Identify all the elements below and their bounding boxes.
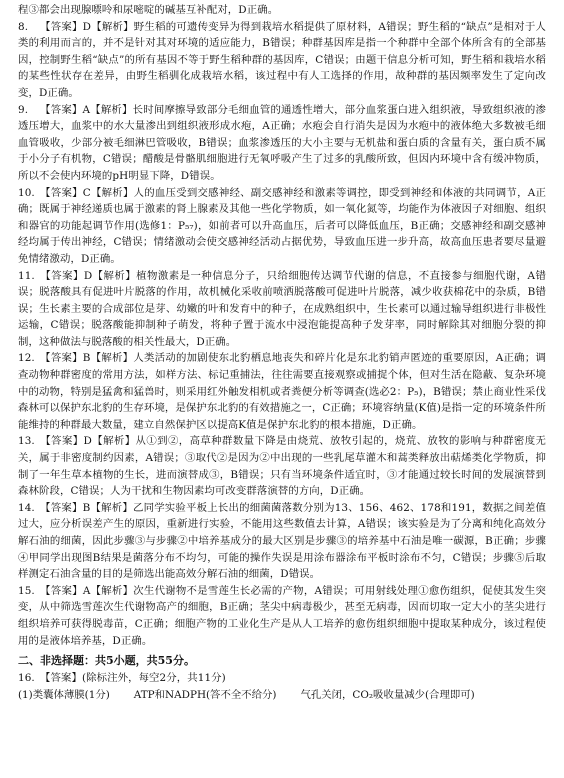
answer-item-10 xyxy=(18,185,546,268)
item-text: 【答案】(除标注外，每空2分，共11分) xyxy=(40,672,226,685)
lead-line: 程③都会出现腺嘌呤和尿嘧啶的碱基互补配对，D正确。 xyxy=(18,4,279,16)
answer-item-16 xyxy=(18,670,546,687)
item-number: 13. xyxy=(18,435,35,448)
item-number: 15. xyxy=(18,584,35,597)
item-number: 9. xyxy=(18,103,29,116)
answer-item-8 xyxy=(18,19,546,102)
answer-item-9 xyxy=(18,102,546,185)
item-number: 10. xyxy=(18,186,35,199)
answer-item-12 xyxy=(18,350,546,433)
item-text: 【答案】A【解析】次生代谢物不是雪莲生长必需的产物，A错误；可用射线处理①愈伤组织，促使其发生突变，从中筛选雪莲次生代谢物高产的细胞，B正确；茎尖中病毒极少，甚至无病毒，因而切取一定大小的茎尖进行组织培养可获得脱毒苗，C正确；细胞产物的工业化生产是从人工培养的愈伤组织细胞中提取某种成分，该过程使用的是液体培养基，D正确。 xyxy=(18,584,546,647)
item-number: 11. xyxy=(18,269,35,282)
answer-item-13 xyxy=(18,433,546,499)
answer-item-15 xyxy=(18,583,546,649)
answer-item-11 xyxy=(18,268,546,351)
item-text: 【答案】D【解析】野生稻的可遗传变异为得到栽培水稻提供了原材料，A错误；野生稻的“缺点”是相对于人类的利用而言的，并不是针对其对环境的适应能力，B错误；种群基因库是指一个种群中全部个体所含有的全部基因，控制野生稻“缺点”的所有基因不等于野生稻种群的基因库，C错误；由题干信息分析可知，野生稻和栽培水稻的某些性状存在差异，由野生稻驯化成栽培水稻，该过程中有人工选择的作用，故种群的基因频率发生了定向改变，D正确。 xyxy=(18,20,546,99)
answer-16-part2: ATP和NADPH(答不全不给分) xyxy=(133,688,277,701)
answer-16-part3: 气孔关闭，CO₂吸收量减少(合理即可) xyxy=(300,688,475,701)
item-number: 16. xyxy=(18,672,35,685)
item-number: 8. xyxy=(18,20,29,33)
answer-16-part1: (1)类囊体薄膜(1分) xyxy=(18,688,110,701)
answer-16-line xyxy=(18,687,546,704)
item-text: 【答案】A【解析】长时间摩擦导致部分毛细血管的通透性增大，部分血浆蛋白进入组织液，导致组织液的渗透压增大，血浆中的水大量渗出到组织液形成水疱，A正确；水疱会自行消失是因为水疱中的液体绝大多数被毛细血管吸收，少部分被毛细淋巴管吸收，B错误；血浆渗透压的大小主要与无机盐和蛋白质的含量有关，蛋白质不属于小分子有机物，C错误；醋酸是骨骼肌细胞进行无氧呼吸产生了过多的乳酸所致，但因内环境中含有缓冲物质，所以不会使内环境的pH明显下降，D错误。 xyxy=(18,103,546,182)
item-text: 【答案】B【解析】人类活动的加剧使东北豹栖息地丧失和碎片化是东北豹销声匿迹的重要原因，A正确；调查动物种群密度的常用方法，如样方法、标记重捕法，往往需要直接观察或捕捉个体，但对生活在隐蔽、复杂环境中的动物，特别是猛禽和猛兽时，则采用红外触发相机或者粪便分析等调查(选必2：P₅)，B错误；禁止商业性采伐森林可以保护东北豹的生存环境，是保护东北豹的有效措施之一，C正确；环境容纳量(K值)是指一定的环境条件所能维持的种群最大数量，建立自然保护区以提高K值是保护东北豹的根本措施，D正确。 xyxy=(18,352,546,431)
section-title: 二、非选择题：共5小题，共55分。 xyxy=(18,654,195,668)
item-text: 【答案】D【解析】植物激素是一种信息分子，只给细胞传达调节代谢的信息，不直接参与细胞代谢，A错误；脱落酸具有促进叶片脱落的作用，故机械化采收前喷洒脱落酸可促进叶片脱落，减少收获棉花中的杂质，B错误；生长素主要的合成部位是芽、幼嫩的叶和发育中的种子，在成熟组织中，生长素可以通过输导组织进行非极性运输，C错误；脱落酸能抑制种子萌发，将种子置于流水中浸泡能提高种子发芽率，同时解除其对细胞分裂的抑制，这种做法与脱落酸的相关性最大，D正确。 xyxy=(18,269,546,348)
item-number: 14. xyxy=(18,501,35,514)
item-text: 【答案】C【解析】人的血压受到交感神经、副交感神经和激素等调控，即受到神经和体液的共同调节，A正确；既属于神经递质也属于激素的肾上腺素及其他一些化学物质，如一氧化氮等，均能作为体液因子对细胞、组织和器官的功能起调节作用(选修1：P₅₇)，如前者可以升高血压，后者可以降低血压，B正确；交感神经和副交感神经均属于传出神经，C错误；情绪激动会使交感神经活动占据优势，导致血压进一步升高，故高血压患者要尽量避免情绪激动，D正确。 xyxy=(18,186,546,265)
answer-item-14 xyxy=(18,500,546,583)
item-number: 12. xyxy=(18,352,35,365)
item-text: 【答案】B【解析】乙同学实验平板上长出的细菌菌落数分别为13、156、462、178和191，数据之间差值过大，应分析误差产生的原因，重新进行实验，不能用这些数值去计算，A错误；该实验是为了分离和纯化高效分解石油的细菌，因此步骤③与步骤②中培养基成分的最大区别是步骤③的培养基中石油是唯一碳源，B正确；步骤④甲同学出现图B结果是菌落分布不均匀，可能的操作失误是用涂布器涂布平板时涂布不匀，C错误；步骤⑤后取样测定石油含量的目的是筛选出能高效分解石油的细菌，D错误。 xyxy=(18,501,546,581)
item-text: 【答案】D【解析】从①到②，高草种群数量下降是由烧荒、放牧引起的，烧荒、放牧的影响与种群密度无关，属于非密度制约因素，A错误；③取代②是因为②中出现的一些乳尾草灌木和蒿类释放出萜烯类化学物质，抑制了一年生草本植物的生长，进而演替成③，B错误；只有当环境条件适宜时，③才能通过较长时间的发展演替到森林阶段，C错误；人为干扰和生物因素均可改变群落演替的方向，D正确。 xyxy=(18,435,546,498)
